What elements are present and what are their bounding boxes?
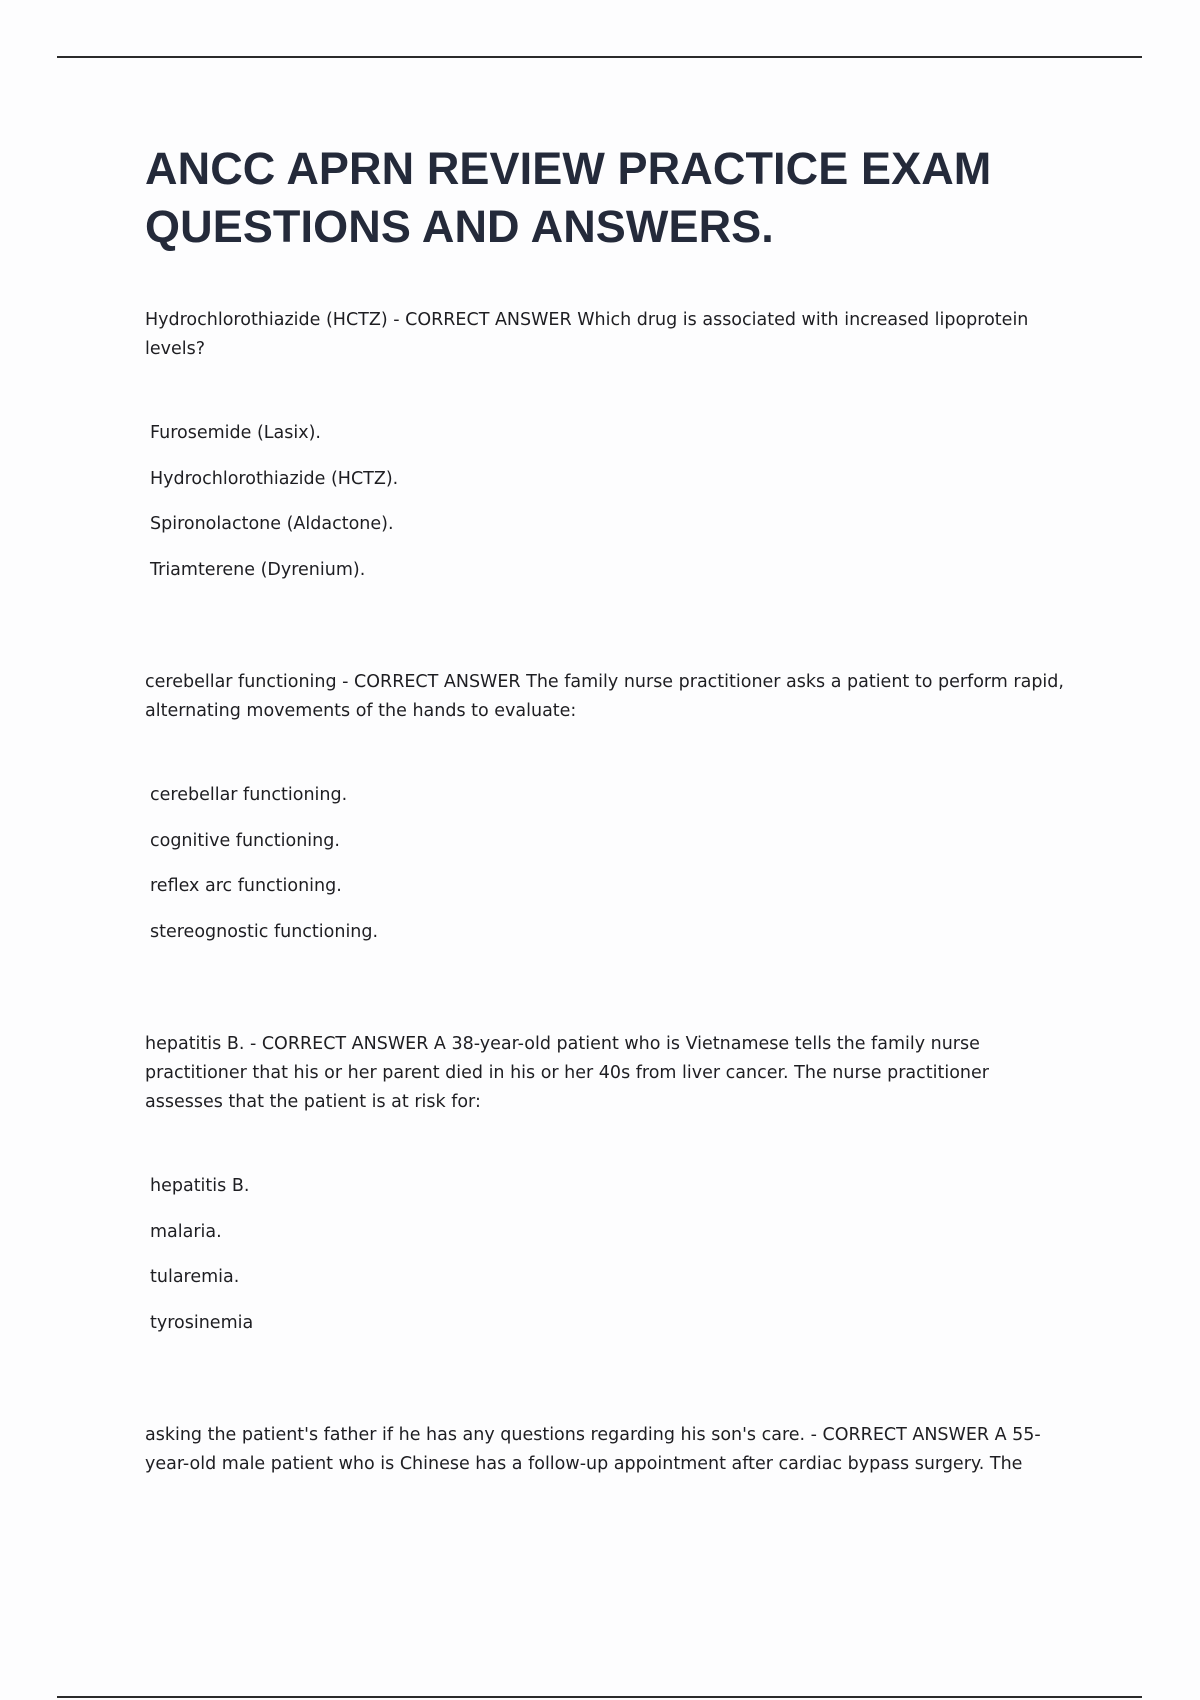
document-body — [145, 140, 1065, 1546]
answer-option: Hydrochlorothiazide (HCTZ). — [150, 468, 399, 489]
answer-option: Spironolactone (Aldactone). — [150, 514, 394, 534]
question-block-3 — [145, 1030, 1065, 1354]
answer-option: reflex arc functioning. — [150, 876, 342, 896]
answer-option: tyrosinemia — [150, 1312, 254, 1333]
answer-option: tularemia. — [150, 1267, 240, 1287]
answer-option: malaria. — [150, 1221, 222, 1242]
bottom-rule — [57, 1696, 1142, 1698]
answer-option: cerebellar functioning. — [150, 785, 348, 805]
question-block-4 — [145, 1421, 1065, 1479]
question-text: cerebellar functioning - CORRECT ANSWER The family nurse practitioner asks a patient to perform rapid, alternating movements of the hands to evaluate: — [145, 672, 1064, 721]
answer-options — [150, 419, 1065, 601]
document-title: ANCC APRN REVIEW PRACTICE EXAM QUESTIONS AND ANSWERS. — [145, 143, 992, 252]
answer-options — [150, 1172, 1065, 1354]
top-rule — [57, 56, 1142, 58]
question-text: asking the patient's father if he has any questions regarding his son's care. - CORRECT ANSWER A 55-year-old male patient who is Chinese has a follow-up appointment after cardiac bypass surgery. The — [145, 1425, 1041, 1474]
question-text: hepatitis B. - CORRECT ANSWER A 38-year-old patient who is Vietnamese tells the family nurse practitioner that his or her parent died in his or her 40s from liver cancer. The nurse practitioner assesses that the patient is at risk for: — [145, 1034, 989, 1112]
answer-option: Furosemide (Lasix). — [150, 423, 321, 443]
question-block-2 — [145, 668, 1065, 963]
answer-option: Triamterene (Dyrenium). — [150, 559, 366, 580]
answer-option: hepatitis B. — [150, 1176, 250, 1196]
question-text: Hydrochlorothiazide (HCTZ) - CORRECT ANSWER Which drug is associated with increased lipoprotein levels? — [145, 310, 1029, 359]
question-block-1 — [145, 306, 1065, 601]
answer-options — [150, 781, 1065, 963]
answer-option: stereognostic functioning. — [150, 921, 379, 942]
answer-option: cognitive functioning. — [150, 830, 340, 851]
